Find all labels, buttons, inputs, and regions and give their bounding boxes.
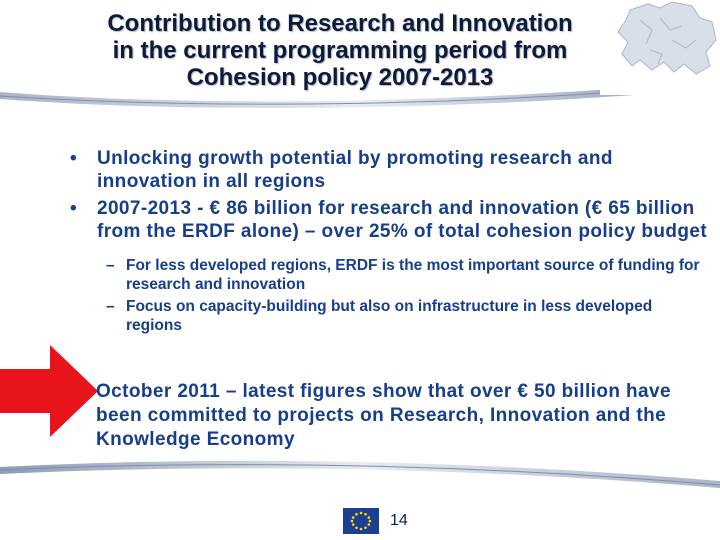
sub-bullet-text: Focus on capacity-building but also on infrastructure in less developed regions xyxy=(126,298,653,334)
bullet-glyph: • xyxy=(70,198,78,219)
page-number: 14 xyxy=(390,512,408,529)
bullet-text: Unlocking growth potential by promoting research and innovation in all regions xyxy=(97,148,613,192)
bullet-text: 2007-2013 - € 86 billion for research and innovation (€ 65 billion from the ERDF alone) – over 25% of total cohesion policy budget xyxy=(97,198,708,242)
highlight-text: October 2011 – latest figures show that over € 50 billion have been committed to projects on Research, Innovation and the Knowledge Economy xyxy=(96,381,671,450)
bullet-item xyxy=(70,197,710,243)
sub-bullet-item xyxy=(106,297,706,335)
bullet-glyph: • xyxy=(70,148,78,169)
dash-glyph: – xyxy=(106,257,115,274)
footer-swoosh xyxy=(0,455,720,495)
eu-flag-icon xyxy=(343,508,379,534)
title-line-2: in the current programming period from xyxy=(112,37,568,64)
sub-bullet-list xyxy=(106,256,706,335)
slide-title xyxy=(60,10,620,91)
title-line-1: Contribution to Research and Innovation xyxy=(107,10,573,37)
bullet-item xyxy=(70,147,710,193)
bullet-list xyxy=(70,147,710,338)
red-arrow-icon xyxy=(0,345,98,437)
dash-glyph: – xyxy=(106,298,115,315)
title-line-3: Cohesion policy 2007-2013 xyxy=(186,64,494,91)
sub-bullet-item xyxy=(106,256,706,294)
sub-bullet-text: For less developed regions, ERDF is the most important source of funding for research and innovation xyxy=(126,257,700,293)
